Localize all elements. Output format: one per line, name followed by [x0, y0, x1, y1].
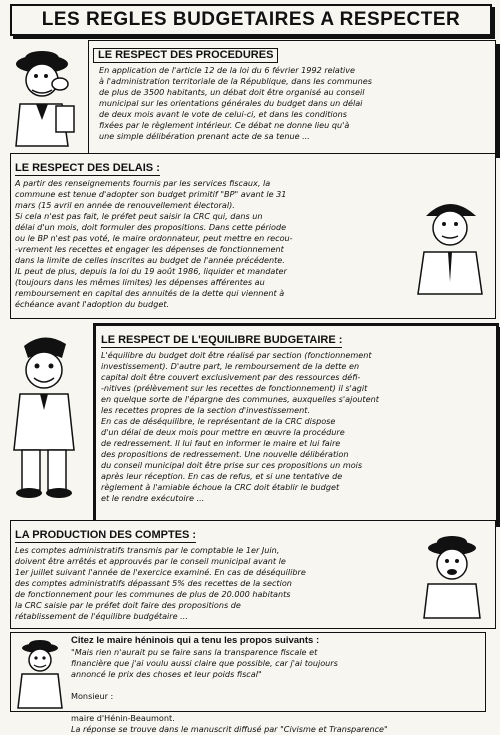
- maire-label: maire d'Hénin-Beaumont.: [71, 713, 175, 723]
- character-cartoon-icon: [4, 330, 88, 500]
- section-body: A partir des renseignements fournis par les services fiscaux, la commune est tenue d'adopter son budget primitif "BP" avant le 31 mars (15 avril en année de renouvellement électoral). Si cela n'est pas fait, le préfet peut saisir la CRC qui, dans un délai d'un mois, doit formuler des propositions. Dans cette période ou le BP n'est pas voté, le maire ordonnateur, peut mettre en recou- -vrement les recettes et engager les dépenses de fonctionnement dans la limite de celles inscrites au budget de l'année précédente. IL peut de plus, depuis la loi du 19 août 1986, liquider et mandater (toujours dans les mêmes limites) les dépenses afférentes au remboursement en capital des annuités de la dette qui viennent à échéance avant l'adoption du budget.: [15, 178, 293, 309]
- mayor-cartoon-icon: [6, 44, 84, 148]
- official-cartoon-icon: [412, 190, 488, 296]
- section-quote: [10, 632, 486, 734]
- quote-text: "Mais rien n'aurait pu se faire sans la transparence fiscale et financière que j'ai voulu aussi claire que possible, car j'ai toujours annoncé le prix des choses et leur poids fiscal": [71, 647, 338, 679]
- section-equilibre: [93, 323, 499, 523]
- page-title: LES REGLES BUDGETAIRES A RESPECTER: [10, 4, 492, 36]
- section-body: Les comptes administratifs transmis par le comptable le 1er Juin, doivent être arrêtés et approuvés par le conseil municipal avant le 1er juillet suivant l'année de l'exercice examiné. En cas de déséquilibre des comptes administratifs dépassant 5% des recettes de la section de fonctionnement pour les communes de plus de 20.000 habitants la CRC saisie par le préfet doit faire des propositions de rétablissement de l'équilibre budgétaire ...: [15, 545, 306, 621]
- section-heading: LE RESPECT DE L'EQUILIBRE BUDGETAIRE :: [101, 334, 343, 346]
- section-procedures: [88, 40, 496, 154]
- answer-note: La réponse se trouve dans le manuscrit diffusé par "Civisme et Transparence": [71, 724, 388, 734]
- monsieur-line: [71, 680, 481, 724]
- quote-title: Citez le maire héninois qui a tenu les propos suivants :: [71, 635, 320, 646]
- speaker-cartoon-icon: [414, 530, 488, 620]
- section-heading: LA PRODUCTION DES COMPTES :: [15, 529, 197, 541]
- section-heading: LE RESPECT DES DELAIS :: [15, 162, 160, 174]
- mayor-small-cartoon-icon: [14, 636, 66, 710]
- section-body: L'équilibre du budget doit être réalisé par section (fonctionnement investissement). D'autre part, le remboursement de la dette en capital doit être couvert exclusivement par des ressources défi- -nitives (prélèvement sur les recettes de fonctionnement) il s'agit en quelque sorte de l'épargne des communes, auxquelles s'ajoutent les recettes propres de la section d'investissement. En cas de déséquilibre, le représentant de la CRC dispose d'un délai de deux mois pour mettre en œuvre la procédure de redressement. Il lui faut en informer le maire et lui faire des propositions de redressement. Une nouvelle délibération du conseil municipal doit être prise sur ces propositions un mois après leur réception. En cas de refus, et si une tentative de règlement à l'amiable échoue la CRC doit établir le budget et le rendre exécutoire ...: [101, 350, 379, 503]
- monsieur-label: Monsieur :: [71, 691, 114, 701]
- answer-blank[interactable]: ______________: [71, 702, 128, 712]
- section-body: En application de l'article 12 de la loi du 6 février 1992 relative à l'administration territoriale de la République, dans les communes de plus de 3500 habitants, un débat doit être organisé au conseil municipal sur les orientations générales du budget dans un délai de deux mois avant le vote de celui-ci, et dans les conditions fixées par le règlement intérieur. Ce débat ne donne lieu qu'à une simple délibération prenant acte de sa tenue ...: [99, 65, 372, 141]
- section-heading: LE RESPECT DES PROCEDURES: [93, 48, 278, 63]
